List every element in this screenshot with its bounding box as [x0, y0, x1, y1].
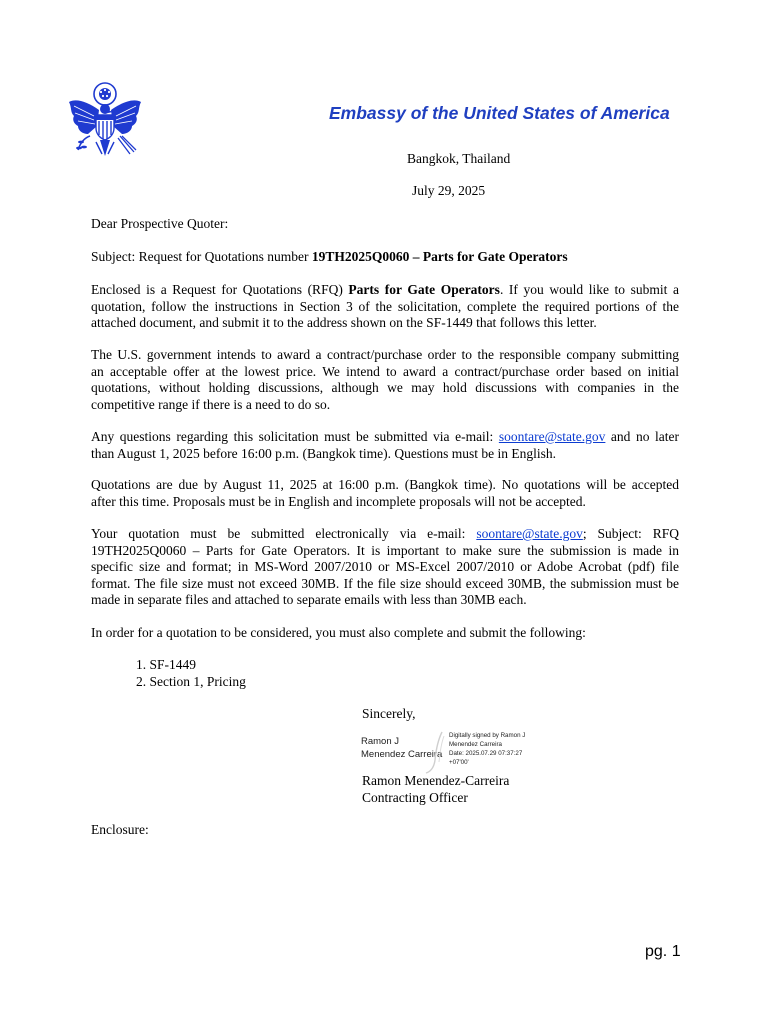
- paragraph-line: Quotations are due by August 11, 2025 at 16:00 p.m. (Bangkok time). No quotations will be accepted: [91, 477, 679, 492]
- paragraph-line: after this time. Proposals must be in English and incomplete proposals will not be accepted.: [91, 493, 586, 509]
- subject-prefix: Subject: Request for Quotations number: [91, 249, 312, 264]
- enclosure-label: Enclosure:: [91, 822, 149, 837]
- signature-detail-line: Digitally signed by Ramon J: [449, 732, 526, 739]
- paragraph-line: 19TH2025Q0060 – Parts for Gate Operators. It is important to make sure the submission is made in: [91, 542, 679, 558]
- great-seal-icon: [66, 80, 144, 162]
- signer-block: [362, 773, 509, 806]
- signature-name-line: Ramon J: [361, 736, 400, 747]
- text-run: Your quotation must be submitted electronically via e-mail:: [91, 526, 477, 541]
- paragraph-line: quotation, follow the instructions in Section 3 of the solicitation, complete the required portions of the: [91, 298, 679, 314]
- text-run: and no later: [605, 429, 679, 444]
- page-number: pg. 1: [645, 943, 681, 960]
- signature-detail-line: Menendez Carreira: [449, 741, 502, 748]
- requirements-list: [136, 657, 246, 690]
- letter-date: July 29, 2025: [412, 183, 486, 198]
- paragraph-line: The U.S. government intends to award a contract/purchase order to the responsible company submitting: [91, 347, 679, 362]
- paragraph-line: quotations, without holding discussions, although we may hold discussions with companies in the: [91, 380, 679, 395]
- paragraph-line: [91, 526, 679, 543]
- paragraph-enclosed-rfq: [91, 282, 679, 332]
- submission-email-link[interactable]: soontare@state.gov: [476, 526, 583, 541]
- paragraph-award-intent: [91, 347, 679, 413]
- subject-line: [91, 249, 679, 266]
- signer-title: Contracting Officer: [362, 789, 468, 805]
- list-item: 2. Section 1, Pricing: [136, 673, 246, 689]
- digital-signature-details: [449, 731, 525, 767]
- paragraph-line: an acceptable offer at the lowest price. We intend to award a contract/purchase order based on initial: [91, 363, 679, 379]
- subject-number-title: 19TH2025Q0060 – Parts for Gate Operators: [311, 249, 568, 264]
- embassy-name: Embassy of the United States of America: [329, 103, 670, 123]
- signature-detail-line: Date: 2025.07.29 07:37:27: [449, 750, 523, 757]
- signature-detail-line: +07'00': [449, 759, 469, 766]
- greeting: Dear Prospective Quoter:: [91, 216, 229, 231]
- paragraph-line: competitive range if there is a need to do so.: [91, 396, 331, 412]
- signer-name: Ramon Menendez-Carreira: [362, 773, 510, 788]
- text-run: . If you would like to submit a: [499, 282, 679, 297]
- paragraph-line: specific size and format; in MS-Word 2007/2010 or MS-Excel 2007/2010 or Adobe Acrobat (pdf) file: [91, 559, 679, 574]
- letter-city: Bangkok, Thailand: [407, 151, 511, 166]
- rfq-title-bold: Parts for Gate Operators: [348, 282, 500, 297]
- paragraph-due-date: [91, 477, 679, 510]
- paragraph-requirements: In order for a quotation to be considered, you must also complete and submit the following:: [91, 625, 586, 640]
- paragraph-questions: [91, 429, 679, 462]
- signature-scribble-icon: [420, 730, 450, 775]
- text-run: ; Subject: RFQ: [582, 526, 679, 541]
- paragraph-line: attached document, and submit it to the address shown on the SF-1449 that follows this letter.: [91, 315, 597, 330]
- text-run: Any questions regarding this solicitation must be submitted via e-mail:: [91, 429, 499, 444]
- paragraph-submission: [91, 526, 679, 609]
- closing: Sincerely,: [362, 706, 416, 721]
- text-run: Enclosed is a Request for Quotations (RFQ): [91, 282, 349, 297]
- questions-email-link[interactable]: soontare@state.gov: [498, 429, 606, 444]
- paragraph-line: than August 1, 2025 before 16:00 p.m. (Bangkok time). Questions must be in English.: [91, 445, 556, 461]
- paragraph-line: [91, 429, 679, 446]
- paragraph-line: made in separate files and attached to separate emails with less than 30MB each.: [91, 592, 527, 607]
- paragraph-line: [91, 282, 679, 299]
- signature-name-line: Menendez Carreira: [361, 749, 443, 760]
- list-item: 1. SF-1449: [136, 657, 197, 672]
- paragraph-line: format. The file size must not exceed 30MB. If the file size should exceed 30MB, the submission must be: [91, 575, 679, 591]
